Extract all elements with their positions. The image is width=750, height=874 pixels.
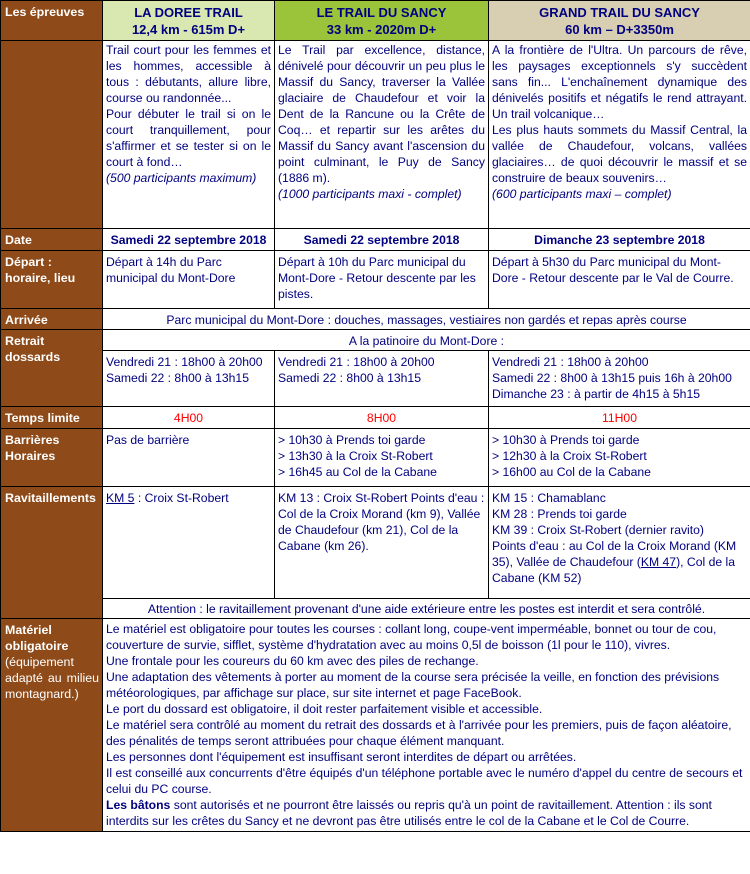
retrait-sancy: [275, 351, 489, 407]
materiel-paragraph: Il est conseillé aux concurrents d'être équipés d'un téléphone portable avec le numéro d'appel du centre de secours et celui du PC course.: [106, 766, 743, 796]
retrait-grand: [489, 351, 750, 407]
row-label-ravito: Ravitaillements: [1, 487, 103, 619]
batons-text: sont autorisés et ne pourront être laissés ou repris qu'à un point de ravitaillement. Attention : ils sont interdits sur les crêtes du Sancy et ne devront pas être utilisés entre le col de la Cabane et le Col de Courre.: [106, 798, 712, 828]
row-label-arrivee: Arrivée: [1, 309, 103, 330]
retrait-doree: [103, 351, 275, 407]
race-stats: 33 km - 2020m D+: [326, 22, 437, 37]
ravito-text: : Croix St-Robert: [134, 491, 229, 505]
attention-row: [1, 599, 750, 619]
barriere-line: > 13h30 à la Croix St-Robert: [278, 449, 433, 463]
retrait-line: Samedi 22 : 8h00 à 13h15: [278, 371, 421, 385]
description-grand: [489, 41, 750, 229]
label-line: Retrait: [5, 334, 45, 348]
ravito-line: KM 28 : Prends toi garde: [492, 507, 627, 521]
materiel-paragraph: [106, 797, 747, 829]
row-label-temps: Temps limite: [1, 407, 103, 429]
materiel-text: [103, 619, 750, 832]
desc-paragraph: Trail court pour les femmes et les hommes, accessible à tous : débutants, allure libre, course ou randonnée...: [106, 43, 271, 105]
desc-paragraph: Les plus hauts sommets du Massif Central, la vallée de Chaudefour, volcans, vallées glaciaires… de quoi découvrir le massif et se construire de beaux souvenirs…: [492, 123, 747, 185]
retrait-line: Vendredi 21 : 18h00 à 20h00: [278, 355, 435, 369]
desc-paragraph: A la frontière de l'Ultra. Un parcours de rêve, les paysages exceptionnels s'y succèdent sans fin... L'enchaînement dynamique des dénivelés positifs et négatifs le rend attrayant. Un trail volcanique…: [492, 43, 747, 121]
barriere-line: > 10h30 à Prends toi garde: [492, 433, 640, 447]
row-label-retrait: [1, 330, 103, 407]
temps-doree: 4H00: [103, 407, 275, 429]
materiel-paragraph: Le matériel est obligatoire pour toutes les courses : collant long, coupe-vent imperméable, bonnet ou tour de cou, couverture de survie, sifflet, système d'hydratation avec au moins 0,5l de boisson (1l pour le 110), vivres.: [106, 622, 717, 652]
desc-paragraph: Le Trail par excellence, distance, dénivelé pour découvrir un peu plus le Massif du Sancy, traverser la Vallée glaciaire de Chaudefour et voir la Dent de la Rancune ou la Crête de Coq… et repartir sur les arêtes du Massif du Sancy avant l'ascension du point culminant, le Puy de Sancy (1886 m).: [278, 43, 485, 185]
barriere-line: > 12h30 à la Croix St-Robert: [492, 449, 647, 463]
description-row: [1, 41, 750, 229]
ravito-grand: [489, 487, 750, 599]
materiel-paragraph: Une adaptation des vêtements à porter au moment de la course sera précisée la veille, en fonction des prévisions météorologiques, par affichage sur place, sur site internet et page FaceBook.: [106, 670, 720, 700]
label-line: dossards: [5, 350, 61, 364]
race-stats: 60 km – D+3350m: [565, 22, 674, 37]
temps-row: [1, 407, 750, 429]
race-stats: 12,4 km - 615m D+: [131, 22, 246, 37]
label-line: Départ :: [5, 255, 52, 269]
retrait-line: Vendredi 21 : 18h00 à 20h00: [106, 355, 263, 369]
barrieres-sancy: [275, 429, 489, 487]
materiel-paragraph: Le matériel sera contrôlé au moment du retrait des dossards et à l'arrivée pour les premiers, puis de façon aléatoire, des pénalités de temps seront attribuées pour chaque élément manquant.: [106, 718, 732, 748]
row-label-epreuves: [1, 1, 103, 41]
label-sub: (équipement adapté au milieu montagnard.): [5, 655, 99, 701]
depart-doree: Départ à 14h du Parc municipal du Mont-Dore: [103, 251, 275, 309]
race-header-doree: [103, 1, 275, 41]
barrieres-grand: [489, 429, 750, 487]
row-label-empty: [1, 41, 103, 229]
desc-note: (1000 participants maxi - complet): [278, 187, 462, 201]
ravito-line: ), Col de la Cabane (KM 52): [492, 555, 735, 585]
retrait-line: Samedi 22 : 8h00 à 13h15 puis 16h à 20h00: [492, 371, 732, 385]
depart-sancy: Départ à 10h du Parc municipal du Mont-Dore - Retour descente par les pistes.: [275, 251, 489, 309]
label-text: Les épreuves: [5, 5, 85, 19]
retrait-common: A la patinoire du Mont-Dore :: [103, 330, 750, 351]
ravito-attention: Attention : le ravitaillement provenant d'une aide extérieure entre les postes est interdit et sera contrôlé.: [103, 599, 750, 619]
temps-grand: 11H00: [489, 407, 750, 429]
race-name: LA DOREE TRAIL: [134, 5, 243, 20]
depart-row: [1, 251, 750, 309]
ravito-sancy: KM 13 : Croix St-Robert Points d'eau : Col de la Croix Morand (km 9), Vallée de Chaudefour (km 21), Col de la Cabane (km 26).: [275, 487, 489, 599]
temps-sancy: 8H00: [275, 407, 489, 429]
row-label-date: Date: [1, 229, 103, 251]
race-header-sancy: [275, 1, 489, 41]
desc-paragraph: Pour débuter le trail si on le court tranquillement, pour s'affirmer et se tester si on le court à fond…: [106, 107, 271, 169]
row-label-materiel: [1, 619, 103, 832]
materiel-row: [1, 619, 750, 832]
materiel-paragraph: Le port du dossard est obligatoire, il doit rester parfaitement visible et accessible.: [106, 702, 543, 716]
arrivee-row: [1, 309, 750, 330]
barriere-line: > 16h00 au Col de la Cabane: [492, 465, 651, 479]
ravito-km: KM 5: [106, 491, 135, 505]
retrait-line: Dimanche 23 : à partir de 4h15 à 5h15: [492, 387, 701, 401]
desc-note: (500 participants maximum): [106, 171, 257, 185]
arrivee-text: Parc municipal du Mont-Dore : douches, massages, vestiaires non gardés et repas après course: [103, 309, 750, 330]
retrait-row: [1, 351, 750, 407]
batons-bold: Les bâtons: [106, 798, 171, 812]
ravito-line: KM 39 : Croix St-Robert (dernier ravito): [492, 523, 704, 537]
label-line: Matériel obligatoire: [5, 623, 69, 653]
retrait-line: Vendredi 21 : 18h00 à 20h00: [492, 355, 649, 369]
retrait-common-row: [1, 330, 750, 351]
retrait-line: Samedi 22 : 8h00 à 13h15: [106, 371, 249, 385]
materiel-paragraph: Une frontale pour les coureurs du 60 km avec des piles de rechange.: [106, 654, 479, 668]
description-sancy: [275, 41, 489, 229]
ravito-line: Points d'eau : au Col de la Croix Morand (KM 35), Vallée de Chaudefour (: [492, 539, 737, 569]
desc-note: (600 participants maxi – complet): [492, 187, 672, 201]
race-name: GRAND TRAIL DU SANCY: [539, 5, 700, 20]
barrieres-doree: [103, 429, 275, 487]
date-row: [1, 229, 750, 251]
date-doree: Samedi 22 septembre 2018: [103, 229, 275, 251]
date-grand: Dimanche 23 septembre 2018: [489, 229, 750, 251]
materiel-paragraph: Les personnes dont l'équipement est insuffisant seront interdites de départ ou arrêtées.: [106, 750, 577, 764]
barriere-line: > 16h45 au Col de la Cabane: [278, 465, 437, 479]
barrieres-row: [1, 429, 750, 487]
label-line: Barrières: [5, 433, 60, 447]
date-sancy: Samedi 22 septembre 2018: [275, 229, 489, 251]
row-label-depart: [1, 251, 103, 309]
race-name: LE TRAIL DU SANCY: [316, 5, 447, 20]
ravito-doree: [103, 487, 275, 599]
row-label-barrieres: [1, 429, 103, 487]
label-line: Horaires: [5, 449, 56, 463]
barriere-line: > 10h30 à Prends toi garde: [278, 433, 426, 447]
ravito-km: KM 47: [640, 555, 677, 569]
depart-grand: Départ à 5h30 du Parc municipal du Mont-Dore - Retour descente par le Val de Courre.: [489, 251, 750, 309]
race-header-grand: [489, 1, 750, 41]
description-doree: [103, 41, 275, 229]
label-line: horaire, lieu: [5, 271, 76, 285]
ravito-line: KM 15 : Chamablanc: [492, 491, 606, 505]
ravito-row: [1, 487, 750, 599]
barriere-line: Pas de barrière: [106, 433, 190, 447]
header-row: [1, 1, 750, 41]
